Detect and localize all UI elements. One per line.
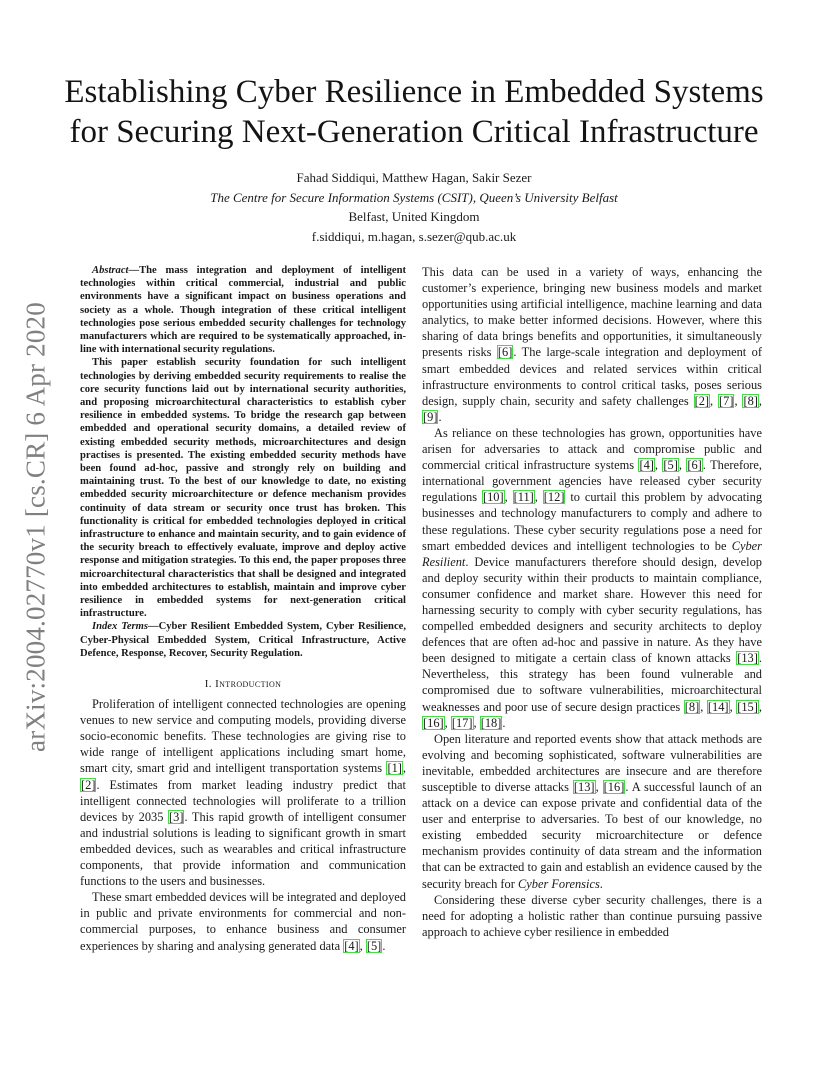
arxiv-stamp xyxy=(16,292,56,762)
citation-link[interactable]: [16] xyxy=(423,715,444,730)
right-column xyxy=(422,264,762,940)
author-emails: f.siddiqui, m.hagan, s.sezer@qub.ac.uk xyxy=(311,228,517,244)
citation-link[interactable]: [13] xyxy=(737,651,758,666)
section-numeral: I. xyxy=(204,678,216,691)
citation-link[interactable]: [7] xyxy=(719,393,734,408)
citation-link[interactable]: [13] xyxy=(573,780,595,794)
index-terms xyxy=(80,620,406,660)
citation-link[interactable]: [14] xyxy=(707,699,729,714)
citation-link[interactable]: [3] xyxy=(169,809,184,824)
body-paragraph: Proliferation of intelligent connected technologies are opening venues to new service and computing models, providing diverse socio-economic benefits. These technologies are giving rise to wide range of intelligent applications including smart home, smart city, smart grid and intelligent transportation systems [1], [2]. Estimates from market leading industry predict that intelligent connected technologies will proliferate to a trillion devices by 2035 [3]. This rapid growth of intelligent consumer and industrial solutions is leading to significant growth in smart embedded devices, such as wearables and critical infrastructure components, that provide information and communication functions to the users and businesses. xyxy=(80,697,406,889)
index-terms-text: —Cyber Resilient Embedded System, Cyber Resilience, Cyber-Physical Embedded System, Critical Infrastructure, Active Defence, Response, Recover, Security Regulation. xyxy=(80,621,406,659)
citation-link[interactable]: [16] xyxy=(603,780,625,794)
body-paragraph: As reliance on these technologies has grown, opportunities have arisen for adversaries to attack and compromise public and commercial critical infrastructure systems [4], [5], [6]. Therefore, international government agencies have released cyber security regulations [10], [11], [12] to curtail this problem by advocating businesses and technology manufacturers to comply and adhere to these regulations. These cyber security regulations pose a need for smart embedded devices and intelligent technologies to be Cyber Resilient. Device manufacturers therefore should design, develop and deploy security within their products to maintain compliance, consumer confidence and market share. However this need for harnessing security to comply with cyber security regulations, has compelled embedded designers and security architects to deploy defences that are often ad-hoc and passive in nature. As they have been designed to mitigate a certain class of known attacks [13]. Nevertheless, this strategy has been found vulnerable and compromised due to software vulnerabilities, microarchitectural weaknesses and poor use of secure design practices [8], [14], [15], [16], [17], [18]. xyxy=(422,425,763,730)
citation-link[interactable]: [18] xyxy=(480,715,502,730)
citation-link[interactable]: [10] xyxy=(482,490,504,505)
paper-title xyxy=(40,72,788,152)
citation-link[interactable]: [2] xyxy=(81,777,96,792)
title-line-1: Establishing Cyber Resilience in Embedded Systems xyxy=(64,74,764,110)
body-paragraph: This data can be used in a variety of ways, enhancing the customer’s experience, bringing new business models and market opportunities using artificial intelligence, machine learning and data analytics, to make better informed decisions. However, where this sharing of data brings benefits and opportunities, it simultaneously presents risks [6]. The large-scale integration and deployment of smart embedded devices and related services within critical infrastructure environments to control critical tasks, poses serious design, supply chain, security and safety challenges [2], [7], [8], [9]. xyxy=(422,265,762,424)
citation-link[interactable]: [8] xyxy=(743,393,758,408)
citation-link[interactable]: [4] xyxy=(639,458,654,473)
author-names: Fahad Siddiqui, Matthew Hagan, Sakir Sezer xyxy=(296,170,532,185)
body-paragraph: Considering these diverse cyber security challenges, there is a need for adopting a holistic rather than continue pursuing passive approach to achieve cyber resilience in embedded xyxy=(422,892,762,939)
body-paragraph: Open literature and reported events show that attack methods are evolving and becoming sophisticated, software vulnerabilities are inevitable, embedded architectures are insecure and are therefore susceptible to diverse attacks [13], [16]. A successful launch of an attack on a device can expose private and confidential data of the user and enterprise to adversaries. To best of our knowledge, no existing embedded security microarchitecture or defence mechanism provides continuity of data stream and the information that can be extracted to gain and establish an evidence caused by the security breach for Cyber Forensics. xyxy=(422,731,762,891)
index-terms-label: Index Terms xyxy=(92,621,149,633)
abstract-text-1: —The mass integration and deployment of intelligent technologies within critical commercial, industrial and public environments have a significant impact on business operations and society as a whole. Though integration of these critical intelligent technologies pose serious embedded security challenges for technology manufacturers which are required to be systematically approached, in-line with international security regulations. xyxy=(80,265,406,356)
citation-link[interactable]: [1] xyxy=(387,761,402,776)
left-column xyxy=(80,264,406,954)
abstract-paragraph-2: This paper establish security foundation for such intelligent technologies by deriving embedded security requirements to realise the core security functions laid out by international security authorities, and proposing microarchitectural characteristics to establish cyber resilience in embedded systems. To bridge the research gap between embedded and operational security domains, a detailed review of existing embedded security methods, microarchitectures and design practises is presented. The existing embedded security methods have been found ad-hoc, passive and strongly rely on building and maintaining trust. To the best of our knowledge to date, no existing embedded security microarchitecture or defence mechanism provides continuity of data stream or security once trust has broken. This functionality is critical for embedded technologies deployed in critical infrastructure to enhance and maintain security, and to gain evidence of the security breach to effectively evaluate, improve and deploy active response and mitigation strategies. To this end, the paper proposes three microarchitectural characteristics that shall be designed and integrated into embedded architectures to establish, maintain and improve cyber resilience in embedded systems for next-generation critical infrastructure. xyxy=(80,357,406,620)
author-location: Belfast, United Kingdom xyxy=(348,209,480,224)
citation-link[interactable]: [5] xyxy=(663,458,678,473)
citation-link[interactable]: [2] xyxy=(694,393,710,408)
left-body-text xyxy=(80,696,406,954)
citation-link[interactable]: [15] xyxy=(737,699,758,714)
abstract-label: Abstract xyxy=(92,265,129,276)
citation-link[interactable]: [6] xyxy=(497,345,513,360)
author-affiliation: The Centre for Secure Information Systems (CSIT), Queen’s University Belfast xyxy=(210,189,618,205)
body-paragraph: These smart embedded devices will be integrated and deployed in public and private environments for commercial and non-commercial purposes, to enhance business and consumer experiences by sharing and analysing generated data [4], [5]. xyxy=(80,890,406,953)
citation-link[interactable]: [9] xyxy=(423,409,438,424)
abstract-paragraph-1 xyxy=(80,264,406,356)
citation-link[interactable]: [17] xyxy=(451,715,473,730)
abstract xyxy=(80,264,406,620)
arxiv-stamp-text: arXiv:2004.02770v1 [cs.CR] 6 Apr 2020 xyxy=(20,302,51,752)
section-title: Introduction xyxy=(215,678,282,691)
citation-link[interactable]: [4] xyxy=(344,938,359,953)
citation-link[interactable]: [5] xyxy=(366,938,382,953)
citation-link[interactable]: [12] xyxy=(543,490,565,505)
citation-link[interactable]: [8] xyxy=(684,699,700,714)
author-block xyxy=(40,168,788,246)
citation-link[interactable]: [11] xyxy=(513,490,534,505)
title-line-2: for Securing Next-Generation Critical Infrastructure xyxy=(69,114,759,150)
citation-link[interactable]: [6] xyxy=(687,458,702,473)
right-body-text xyxy=(422,264,762,940)
section-heading-introduction xyxy=(80,678,406,690)
